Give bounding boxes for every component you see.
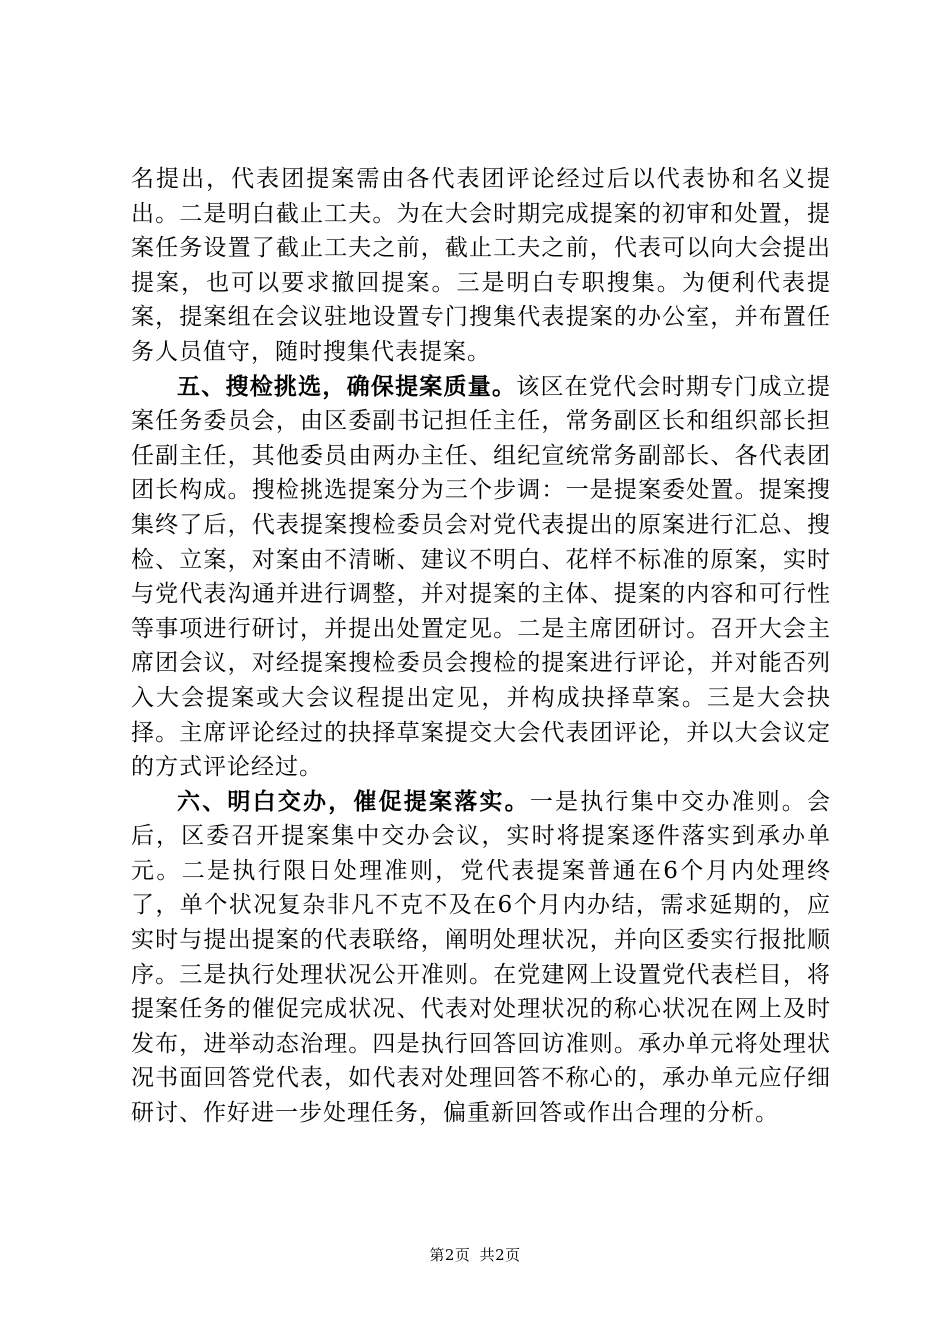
section-6-heading: 六、明白交办，催促提案落实。: [177, 787, 530, 815]
document-body: [131, 162, 831, 1131]
page-number: 第2页: [429, 1246, 471, 1264]
section-5-heading: 五、搜检挑选，确保提案质量。: [177, 372, 517, 400]
paragraph-1-text: 名提出，代表团提案需由各代表团评论经过后以代表协和名义提出。二是明白截止工夫。为在大会时期完成提案的初审和处置，提案任务设置了截止工夫之前，截止工夫之前，代表可以向大会提出提案，也可以要求撤回提案。三是明白专职搜集。为便利代表提案，提案组在会议驻地设置专门搜集代表提案的办公室，并布置任务人员值守，随时搜集代表提案。: [131, 166, 831, 365]
paragraph-3-text: 一是执行集中交办准则。会后，区委召开提案集中交办会议，实时将提案逐件落实到承办单元。二是执行限日处理准则，党代表提案普通在6个月内处理终了，单个状况复杂非凡不克不及在6个月内办结，需求延期的，应实时与提出提案的代表联络，阐明处理状况，并向区委实行报批顺序。三是执行处理状况公开准则。在党建网上设置党代表栏目，将提案任务的催促完成状况、代表对处理状况的称心状况在网上及时发布，进举动态治理。四是执行回答回访准则。承办单元将处理状况书面回答党代表，如代表对处理回答不称心的，承办单元应仔细研讨、作好进一步处理任务，偏重新回答或作出合理的分析。: [131, 788, 832, 1127]
paragraph-1: [131, 162, 831, 370]
paragraph-2-text: 该区在党代会时期专门成立提案任务委员会，由区委副书记担任主任，常务副区长和组织部长担任副主任，其他委员由两办主任、组纪宣统常务副部长、各代表团团长构成。搜检挑选提案分为三个步调：一是提案委处置。提案搜集终了后，代表提案搜检委员会对党代表提出的原案进行汇总、搜检、立案，对案由不清晰、建议不明白、花样不标准的原案，实时与党代表沟通并进行调整，并对提案的主体、提案的内容和可行性等事项进行研讨，并提出处置定见。二是主席团研讨。召开大会主席团会议，对经提案搜检委员会搜检的提案进行评论，并对能否列入大会提案或大会议程提出定见，并构成抉择草案。三是大会抉择。主席评论经过的抉择草案提交大会代表团评论，并以大会议定的方式评论经过。: [131, 373, 832, 781]
paragraph-2: [131, 370, 831, 785]
paragraph-3: [131, 785, 831, 1131]
page-footer: [0, 1244, 950, 1265]
page-total: 共2页: [479, 1246, 521, 1264]
